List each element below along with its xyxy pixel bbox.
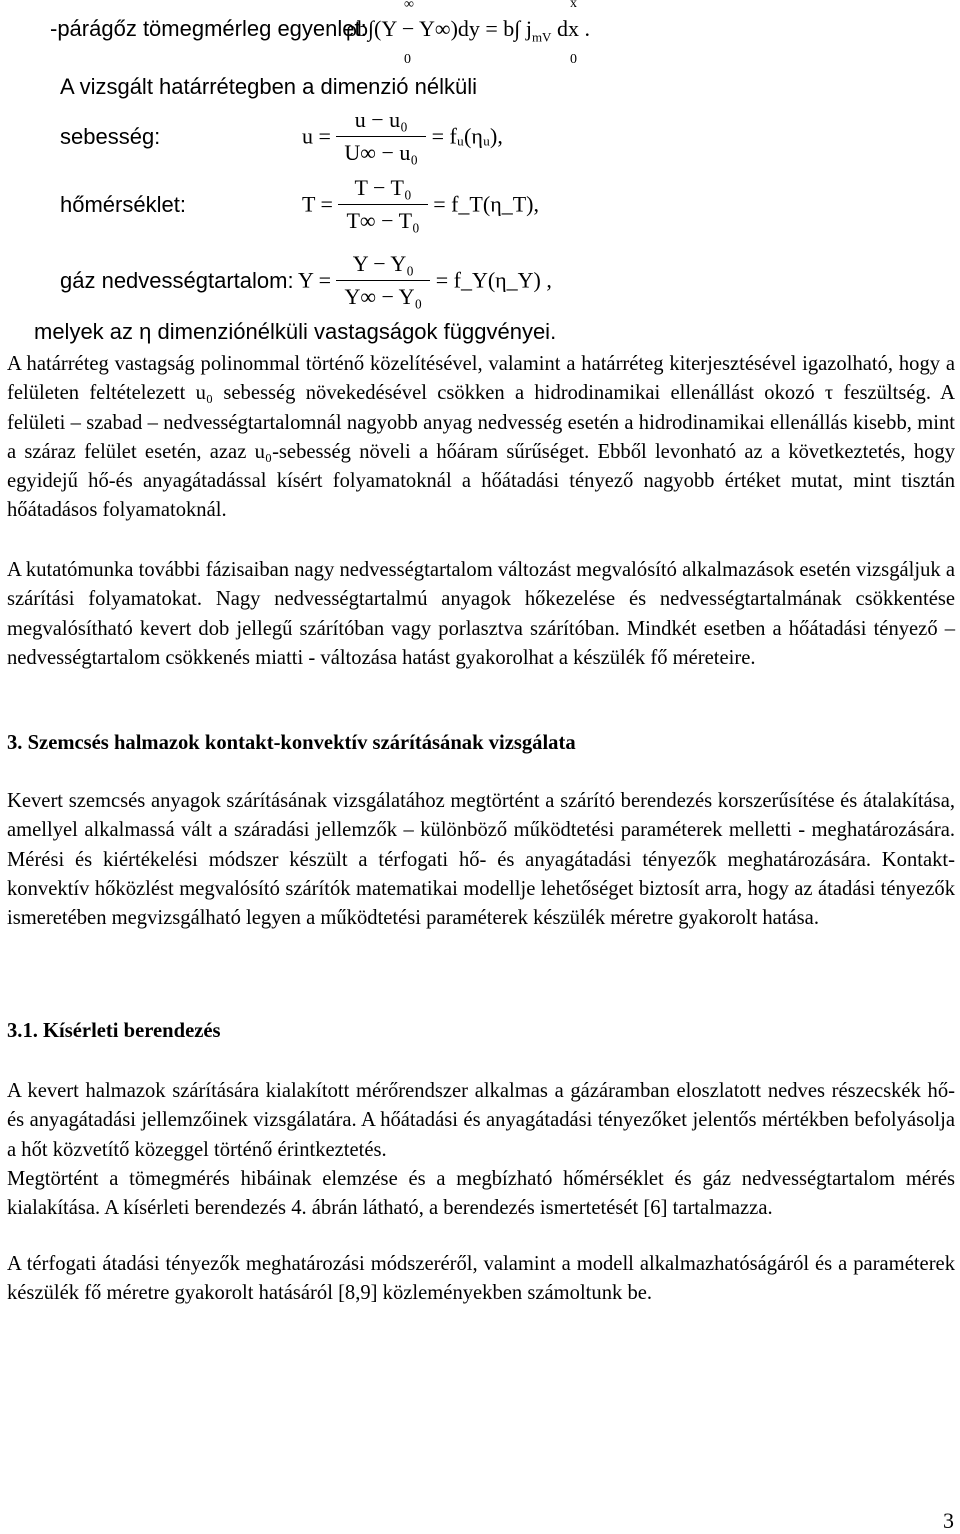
moisture-fraction: $\frac{\text{Y − Y₀}}{\text{Y∞ − Y₀}}$ — [336, 248, 430, 313]
mass-balance-formula: ρb∫(Y − Y∞)dy = b∫ $j_{mV}$ dx . — [346, 16, 590, 45]
intro-line: A vizsgált határrétegben a dimenzió nélküli — [60, 74, 478, 99]
page-number: 3 — [943, 1508, 954, 1533]
integral1-lower-limit: 0 — [404, 52, 411, 67]
paragraph-boundary-layer: A határréteg vastagság polinommal történő közelítésével, valamint a határréteg kiterjesztésével igazolható, hogy a felületen feltételezett u₀ sebesség növekedésével csökken a hidrodinamikai ellenállást okozó τ feszültség. A felületi – szabad – nedvességtartalomnál nagyobb anyag nedvesség esetén a hidrodinamikai ellenállás kisebb, mint a száraz felület esetén, azaz u₀-sebesség növeli a hőáram sűrűséget. Ebből levonható az a következtetés, hogy egyidejű hő-és anyagátadással kísért folyamatoknál a hőátadási tényező nagyobb értéket mutat, mint tisztán hőátadásos folyamatoknál. — [7, 353, 955, 522]
integral2-upper-limit: x — [570, 0, 577, 11]
mass-balance-label: -párágőz tömegmérleg egyenlet: — [50, 16, 367, 41]
paragraph-volumetric-coefficients: A térfogati átadási tényezők meghatározási módszeréről, valamint a modell alkalmazhatóságáról és a paraméterek készülék fő méretre gyakorolt hatásáról [8,9] közleményekben számoltunk be. — [7, 1253, 955, 1305]
temperature-label: hőmérséklet: — [60, 192, 186, 217]
integral1-upper-limit: ∞ — [404, 0, 414, 12]
velocity-equation: u = $\frac{\text{u − u₀}}{\text{U∞ − u₀}}$ = fᵤ(ηᵤ), — [302, 104, 503, 169]
paragraph-further-research: A kutatómunka további fázisaiban nagy nedvességtartalom változást megvalósító alkalmazások esetén vizsgáljuk a szárítási folyamatokat. Nagy nedvességtartalmú anyagok hőkezelése és nedvességtartalmának csökkentése megvalósítható kevert dob jellegű szárítóban vagy porlasztva szárítóban. Mindkét esetben a hőátadási tényező – nedvességtartalom csökkenés miatti - változása hatást gyakorolhat a készülék fő méreteire. — [7, 559, 955, 669]
section-heading-3-1: 3.1. Kísérleti berendezés — [7, 1020, 221, 1042]
paragraph-measurement-system: A kevert halmazok szárítására kialakított mérőrendszer alkalmas a gázáramban eloszlatott nedves részecskék hő- és anyagátadási jellemzőinek vizsgálatára. A hőátadási és anyagátadási tényezőket jelentős mértékben befolyásolja a hőt közvetítő közeggel történő érintkeztetés. — [7, 1080, 955, 1161]
eta-line: melyek az η dimenziónélküli vastagságok függvényei. — [34, 319, 557, 344]
section-heading-3: 3. Szemcsés halmazok kontakt-konvektív szárításának vizsgálata — [7, 732, 576, 754]
temperature-fraction: $\frac{\text{T − T₀}}{\text{T∞ − T₀}}$ — [338, 172, 427, 237]
moisture-equation: Y = $\frac{\text{Y − Y₀}}{\text{Y∞ − Y₀}}$ = f_Y(η_Y) , — [298, 248, 552, 313]
velocity-label: sebesség: — [60, 124, 161, 149]
velocity-fraction: $\frac{\text{u − u₀}}{\text{U∞ − u₀}}$ — [336, 104, 426, 169]
temperature-equation: T = $\frac{\text{T − T₀}}{\text{T∞ − T₀}}$ = f_T(η_T), — [302, 172, 539, 237]
paragraph-mass-measurement: Megtörtént a tömegmérés hibáinak elemzése és a megbízható hőmérséklet és gáz nedvességtartalom mérés kialakítása. A kísérleti berendezés 4. ábrán látható, a berendezés ismertetését [6] tartalmazza. — [7, 1168, 955, 1220]
integral2-lower-limit: 0 — [570, 52, 577, 67]
paragraph-mixed-granular-drying: Kevert szemcsés anyagok szárításának vizsgálatához megtörtént a szárító berendezés korszerűsítése és átalakítása, amellyel alkalmassá vált a száradási jellemzők – különböző működtetési paraméterek melletti - meghatározására. Mérési és kiértékelési módszer készült a térfogati hő- és anyagátadási tényezők meghatározására. Kontakt-konvektív hőközlést megvalósító szárítók matematikai modellje lehetőséget biztosít arra, hogy az átadási tényezők ismeretében megvizsgálható legyen a működtetési paraméterek készülék méretre gyakorolt hatása. — [7, 790, 955, 930]
moisture-label: gáz nedvességtartalom: — [60, 268, 294, 293]
